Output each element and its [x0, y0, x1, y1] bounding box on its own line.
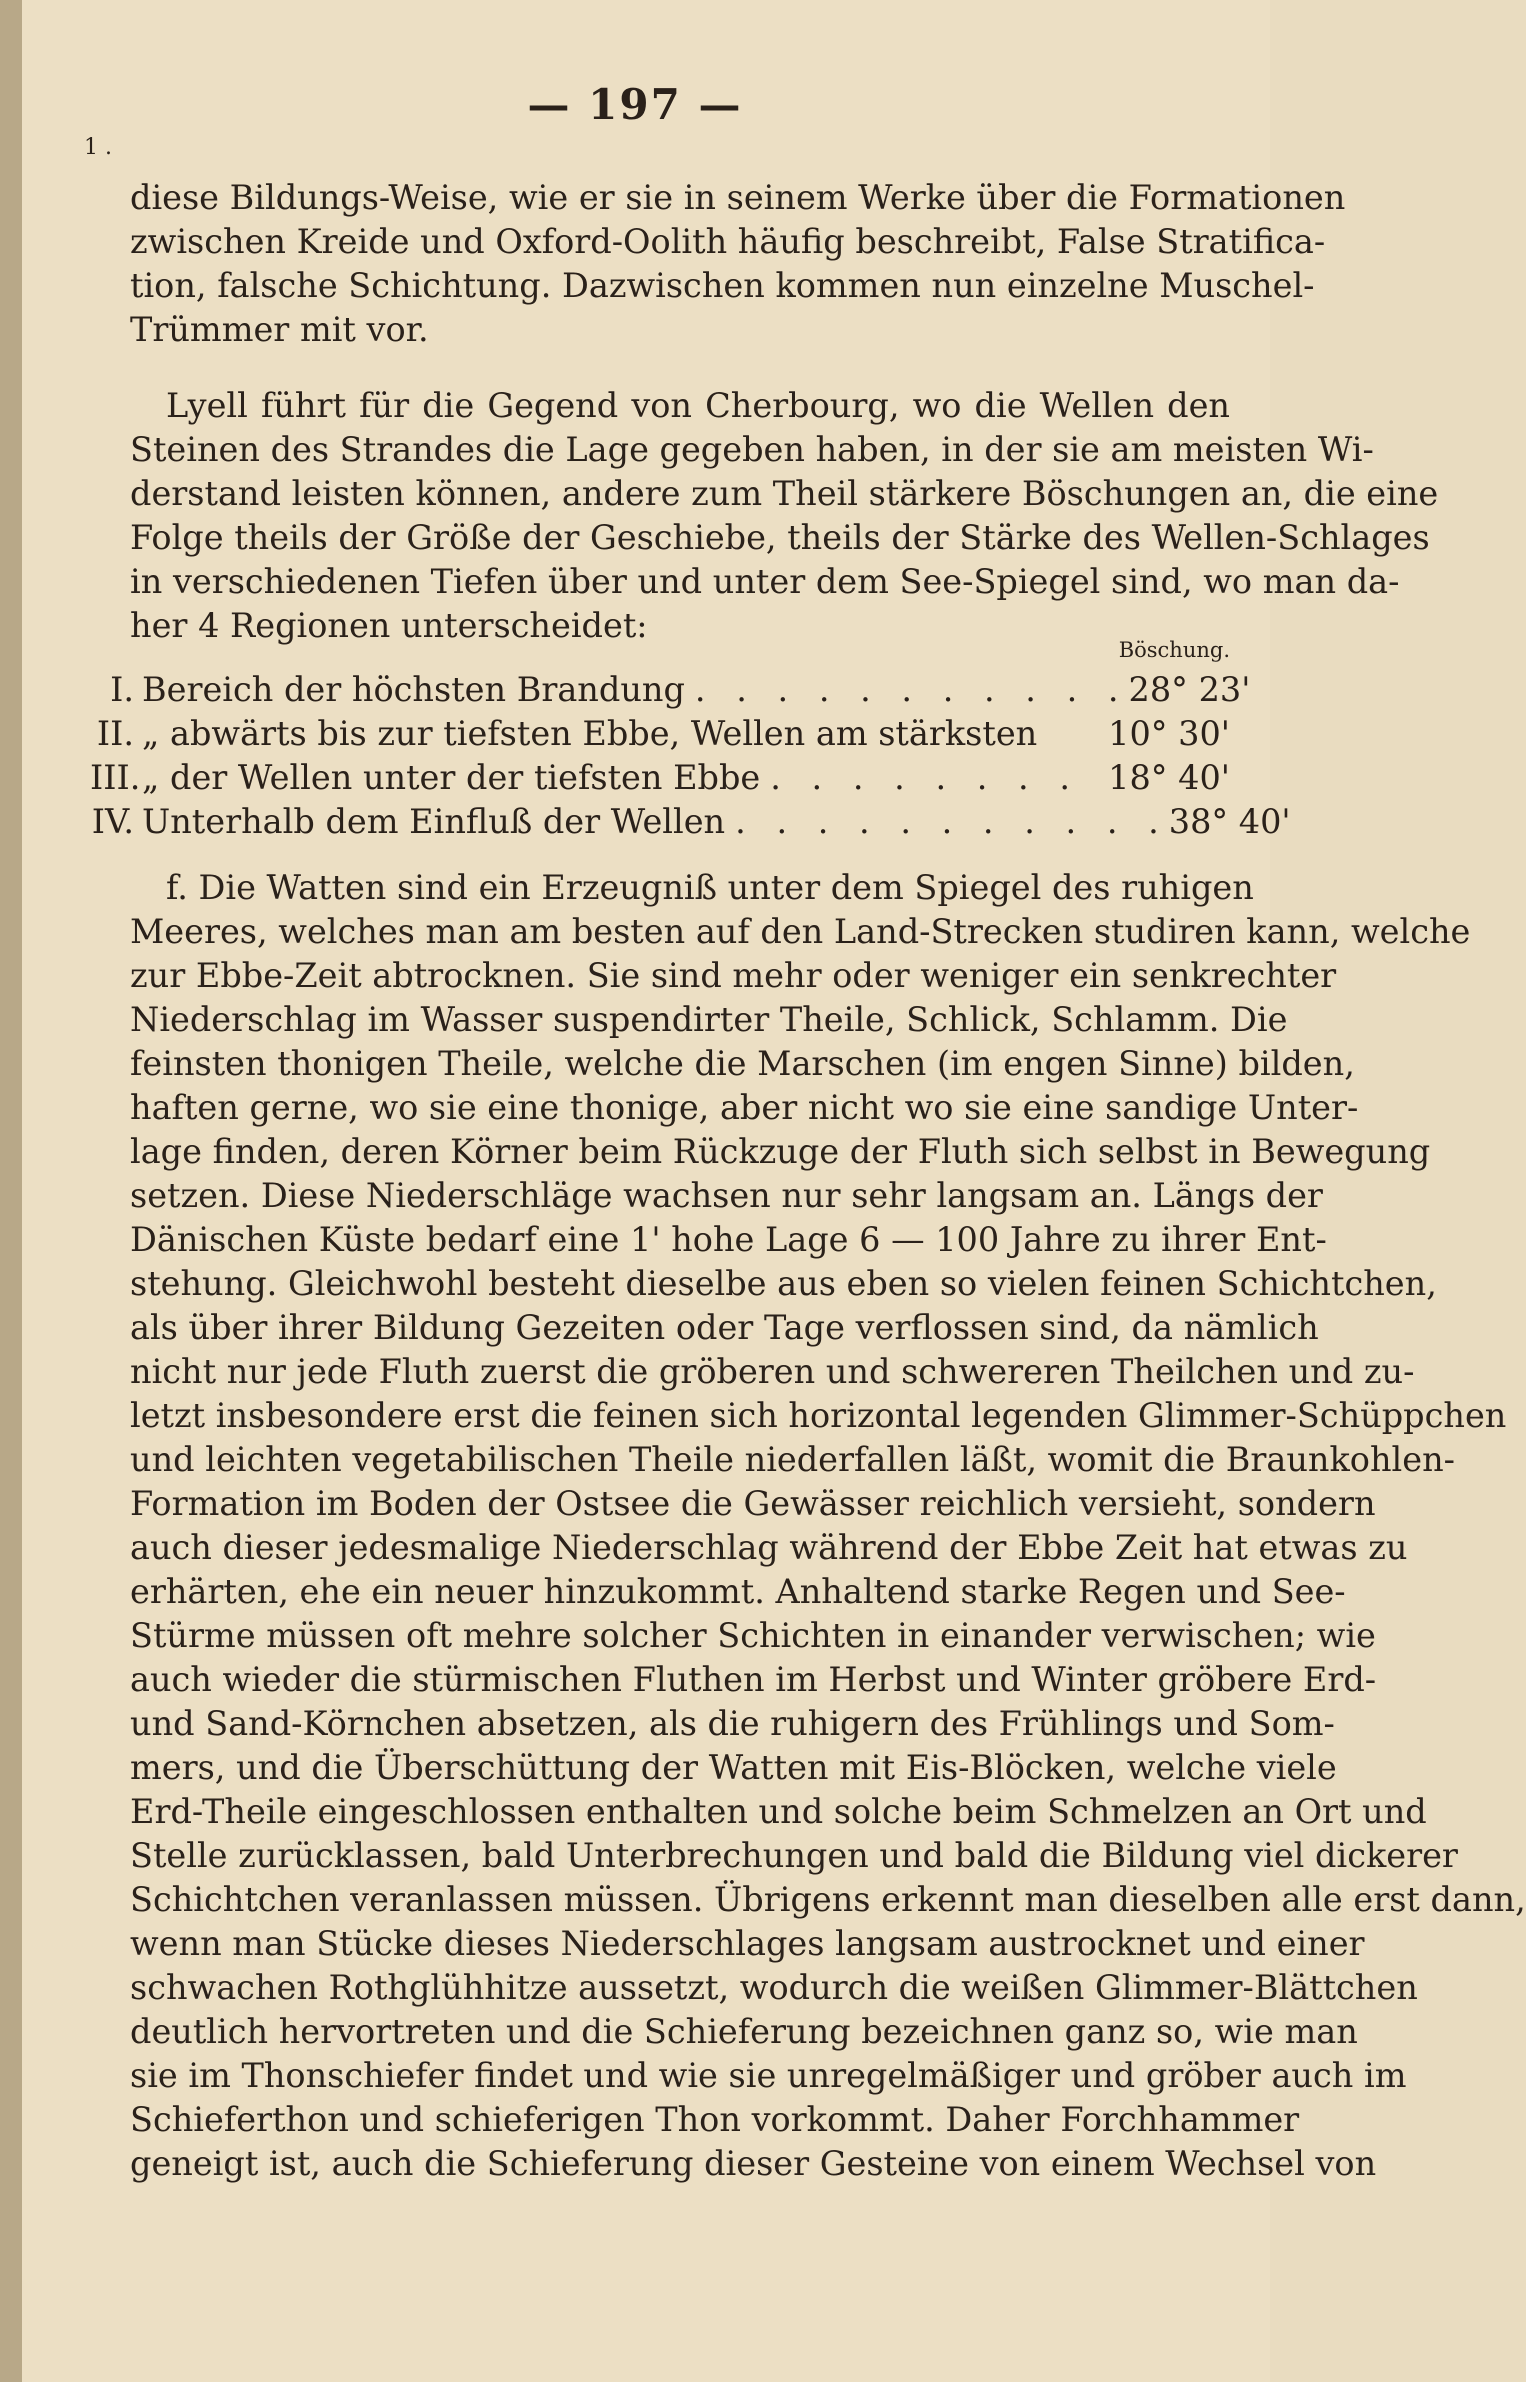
paragraph-3 [130, 866, 1526, 2186]
text-line: Schieferthon und schieferigen Thon vorkommt. Daher Forchhammer [130, 2100, 1300, 2139]
text-line: in verschiedenen Tiefen über und unter dem See-Spiegel sind, wo man da- [130, 562, 1400, 601]
text-line: setzen. Diese Niederschläge wachsen nur sehr langsam an. Längs der [130, 1176, 1323, 1215]
text-line: Stürme müssen oft mehre solcher Schichten in einander verwischen; wie [130, 1616, 1376, 1655]
row-leader: . . . . . . . . [770, 758, 1080, 797]
text-line: diese Bildungs-Weise, wie er sie in seinem Werke über die Formationen [130, 178, 1346, 217]
table-row [90, 758, 1230, 802]
text-line: mers, und die Überschüttung der Watten mit Eis-Blöcken, welche viele [130, 1748, 1337, 1787]
text-line: geneigt ist, auch die Schieferung dieser Gesteine von einem Wechsel von [130, 2144, 1377, 2183]
text-line: auch wieder die stürmischen Fluthen im Herbst und Winter gröbere Erd- [130, 1660, 1377, 1699]
text-line: f. Die Watten sind ein Erzeugniß unter dem Spiegel des ruhigen [166, 868, 1254, 907]
table-row [90, 670, 1251, 714]
text-line: und Sand-Körnchen absetzen, als die ruhigern des Frühlings und Som- [130, 1704, 1335, 1743]
text-line: Stelle zurücklassen, bald Unterbrechungen und bald die Bildung viel dickerer [130, 1836, 1458, 1875]
text-line: stehung. Gleichwohl besteht dieselbe aus eben so vielen feinen Schichtchen, [130, 1264, 1437, 1303]
slope-table [90, 638, 1291, 846]
table-header: Böschung. [1118, 638, 1230, 662]
text-line: feinsten thonigen Theile, welche die Marschen (im engen Sinne) bilden, [130, 1044, 1355, 1083]
text-line: erhärten, ehe ein neuer hinzukommt. Anhaltend starke Regen und See- [130, 1572, 1346, 1611]
row-label: Unterhalb dem Einfluß der Wellen [142, 802, 726, 841]
text-line: auch dieser jedesmalige Niederschlag während der Ebbe Zeit hat etwas zu [130, 1528, 1408, 1567]
row-number: I. [110, 670, 134, 709]
text-line: nicht nur jede Fluth zuerst die gröberen und schwereren Theilchen und zu- [130, 1352, 1415, 1391]
row-value: 10° 30' [1108, 714, 1230, 753]
row-value: 18° 40' [1108, 758, 1230, 797]
text-line: her 4 Regionen unterscheidet: [130, 606, 648, 645]
page-number: — 197 — [527, 80, 743, 129]
text-line: tion, falsche Schichtung. Dazwischen kommen nun einzelne Muschel- [130, 266, 1315, 305]
row-leader: . . . . . . . . . . . [735, 802, 1169, 841]
text-line: als über ihrer Bildung Gezeiten oder Tage verflossen sind, da nämlich [130, 1308, 1319, 1347]
text-line: lage finden, deren Körner beim Rückzuge der Fluth sich selbst in Bewegung [130, 1132, 1431, 1171]
text-line: letzt insbesondere erst die feinen sich horizontal legenden Glimmer-Schüppchen [130, 1396, 1507, 1435]
text-line: deutlich hervortreten und die Schieferung bezeichnen ganz so, wie man [130, 2012, 1358, 2051]
row-label: „ der Wellen unter der tiefsten Ebbe [142, 758, 761, 797]
text-line: wenn man Stücke dieses Niederschlages langsam austrocknet und einer [130, 1924, 1365, 1963]
row-number: III. [90, 758, 141, 797]
page-gutter [0, 0, 22, 2382]
margin-mark: 1 . [84, 135, 112, 160]
paragraph-1 [130, 176, 1346, 352]
table-row [90, 714, 1230, 758]
text-line: Steinen des Strandes die Lage gegeben haben, in der sie am meisten Wi- [130, 430, 1374, 469]
text-line: Trümmer mit vor. [130, 310, 429, 349]
text-line: Niederschlag im Wasser suspendirter Theile, Schlick, Schlamm. Die [130, 1000, 1288, 1039]
text-line: Schichtchen veranlassen müssen. Übrigens erkennt man dieselben alle erst dann, [130, 1880, 1526, 1919]
text-line: Folge theils der Größe der Geschiebe, theils der Stärke des Wellen-Schlages [130, 518, 1430, 557]
text-line: zur Ebbe-Zeit abtrocknen. Sie sind mehr oder weniger ein senkrechter [130, 956, 1337, 995]
text-line: Lyell führt für die Gegend von Cherbourg, wo die Wellen den [166, 386, 1230, 425]
row-leader: . . . . . . . . . . . [694, 670, 1129, 709]
text-line: zwischen Kreide und Oxford-Oolith häufig beschreibt, False Stratifica- [130, 222, 1326, 261]
text-line: sie im Thonschiefer findet und wie sie unregelmäßiger und gröber auch im [130, 2056, 1407, 2095]
text-line: schwachen Rothglühhitze aussetzt, wodurch die weißen Glimmer-Blättchen [130, 1968, 1418, 2007]
paragraph-2 [130, 384, 1439, 648]
row-value: 28° 23' [1128, 670, 1251, 709]
text-line: Formation im Boden der Ostsee die Gewässer reichlich versieht, sondern [130, 1484, 1376, 1523]
text-line: Erd-Theile eingeschlossen enthalten und solche beim Schmelzen an Ort und [130, 1792, 1427, 1831]
table-row [90, 802, 1291, 846]
text-line: Dänischen Küste bedarf eine 1' hohe Lage 6 — 100 Jahre zu ihrer Ent- [130, 1220, 1327, 1259]
text-line: derstand leisten können, andere zum Theil stärkere Böschungen an, die eine [130, 474, 1439, 513]
text-line: und leichten vegetabilischen Theile niederfallen läßt, womit die Braunkohlen- [130, 1440, 1455, 1479]
row-number: IV. [91, 802, 134, 841]
row-label: Bereich der höchsten Brandung [142, 670, 685, 709]
row-value: 38° 40' [1168, 802, 1291, 841]
row-number: II. [96, 714, 134, 753]
text-line: Meeres, welches man am besten auf den Land-Strecken studiren kann, welche [130, 912, 1471, 951]
text-line: haften gerne, wo sie eine thonige, aber nicht wo sie eine sandige Unter- [130, 1088, 1359, 1127]
row-label: „ abwärts bis zur tiefsten Ebbe, Wellen am stärksten [142, 714, 1038, 753]
